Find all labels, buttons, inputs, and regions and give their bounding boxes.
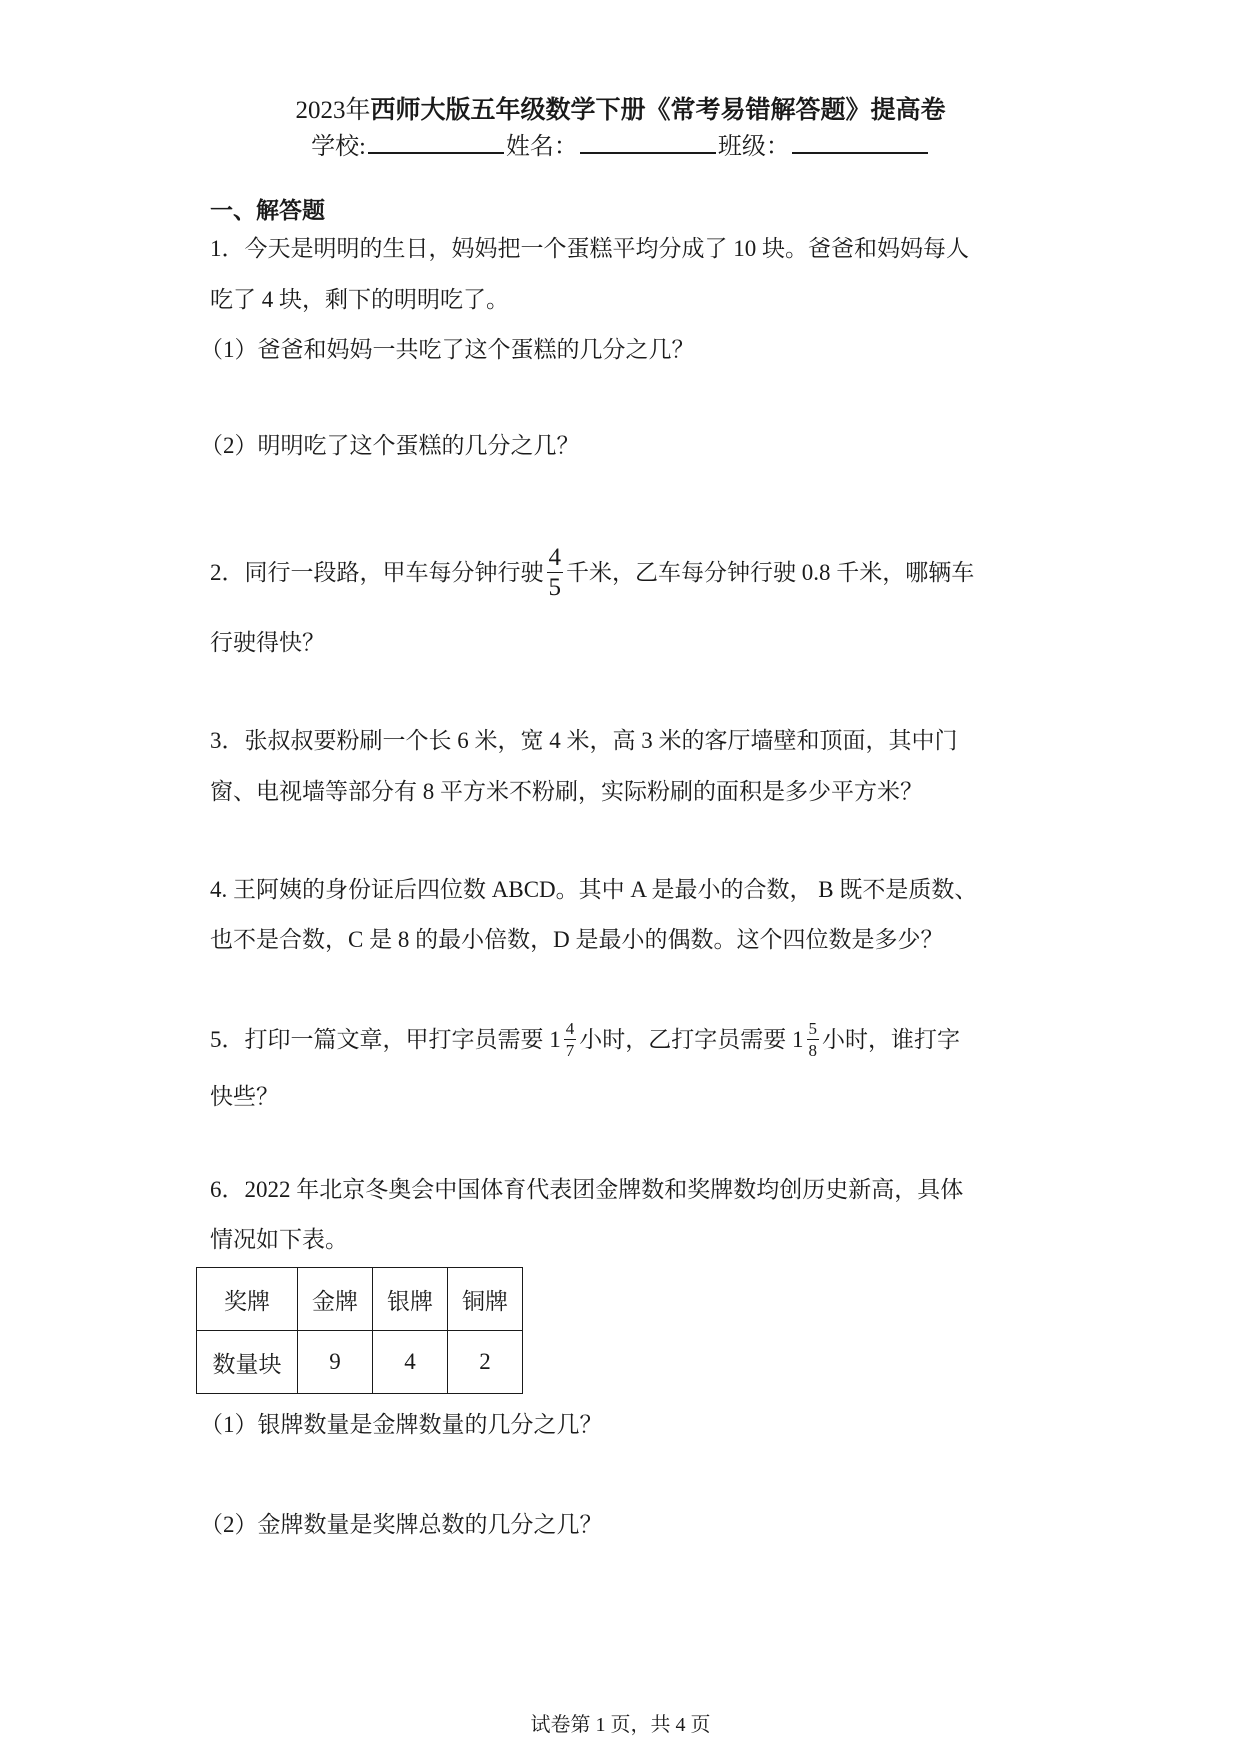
q5-text-b: 小时，乙打字员需要 1: [579, 1026, 804, 1052]
q3-line1: 3．张叔叔要粉刷一个长 6 米，宽 4 米，高 3 米的客厅墙壁和顶面，其中门: [210, 728, 958, 753]
school-blank[interactable]: [368, 128, 504, 154]
q4-line2: 也不是合数，C 是 8 的最小倍数，D 是最小的偶数。这个四位数是多少？: [210, 927, 944, 952]
table-row: [197, 1331, 523, 1394]
q6-sub2: （2）金牌数量是奖牌总数的几分之几？: [200, 1512, 603, 1537]
q2-fraction: [547, 545, 564, 600]
q1-sub1: （1）爸爸和妈妈一共吃了这个蛋糕的几分之几？: [200, 337, 695, 362]
table-cell: 2: [448, 1331, 523, 1394]
table-cell: 9: [298, 1331, 373, 1394]
table-cell: 数量块: [197, 1331, 298, 1394]
table-header-cell: 银牌: [373, 1268, 448, 1331]
student-info-line: [0, 128, 1241, 164]
q5-fraction-2: [807, 1020, 820, 1059]
class-blank[interactable]: [792, 128, 928, 154]
table-header-cell: 金牌: [298, 1268, 373, 1331]
page-footer: 试卷第 1 页，共 4 页: [530, 1714, 711, 1736]
q6-sub1: （1）银牌数量是金牌数量的几分之几？: [200, 1412, 603, 1437]
q5-line1: [210, 1020, 960, 1059]
q2-text-b: 千米，乙车每分钟行驶 0.8 千米，哪辆车: [566, 559, 975, 585]
table-cell: 4: [373, 1331, 448, 1394]
q2-frac-num: 4: [548, 544, 561, 571]
q6-line2: 情况如下表。: [210, 1227, 348, 1252]
exam-title: [0, 94, 1241, 128]
table-header-cell: 奖牌: [197, 1268, 298, 1331]
q5-fraction-1: [564, 1020, 577, 1059]
q1-line1: 1．今天是明明的生日，妈妈把一个蛋糕平均分成了 10 块。爸爸和妈妈每人: [210, 236, 969, 261]
q2-frac-den: 5: [548, 574, 561, 601]
q5-text-a: 5．打印一篇文章，甲打字员需要 1: [210, 1026, 561, 1052]
q6-line1: 6．2022 年北京冬奥会中国体育代表团金牌数和奖牌数均创历史新高，具体: [210, 1177, 964, 1202]
q3-line2: 窗、电视墙等部分有 8 平方米不粉刷，实际粉刷的面积是多少平方米？: [210, 779, 923, 804]
q5-frac2-den: 8: [808, 1041, 817, 1060]
table-header-row: [197, 1268, 523, 1331]
name-blank[interactable]: [580, 128, 716, 154]
q5-line2: 快些？: [210, 1084, 279, 1109]
table-header-cell: 铜牌: [448, 1268, 523, 1331]
q4-line1: 4. 王阿姨的身份证后四位数 ABCD。其中 A 是最小的合数， B 既不是质数、: [210, 877, 978, 902]
title-year: 2023年: [295, 97, 371, 124]
q5-text-c: 小时，谁打字: [822, 1026, 960, 1052]
q1-line2: 吃了 4 块，剩下的明明吃了。: [210, 287, 509, 312]
q2-text-a: 2．同行一段路，甲车每分钟行驶: [210, 559, 544, 585]
class-label: 班级：: [717, 134, 790, 160]
q5-frac1-den: 7: [565, 1041, 575, 1060]
q5-frac2-num: 5: [808, 1019, 817, 1038]
name-label: 姓名：: [505, 134, 578, 160]
school-label: 学校:: [311, 134, 366, 160]
title-main: 西师大版五年级数学下册《常考易错解答题》提高卷: [370, 97, 946, 124]
medal-table: [196, 1267, 523, 1394]
q2-line1: [210, 545, 974, 600]
section-title: 一、解答题: [210, 198, 325, 224]
q2-line2: 行驶得快？: [210, 630, 325, 655]
q5-frac1-num: 4: [565, 1019, 575, 1038]
q1-sub2: （2）明明吃了这个蛋糕的几分之几？: [200, 433, 580, 458]
